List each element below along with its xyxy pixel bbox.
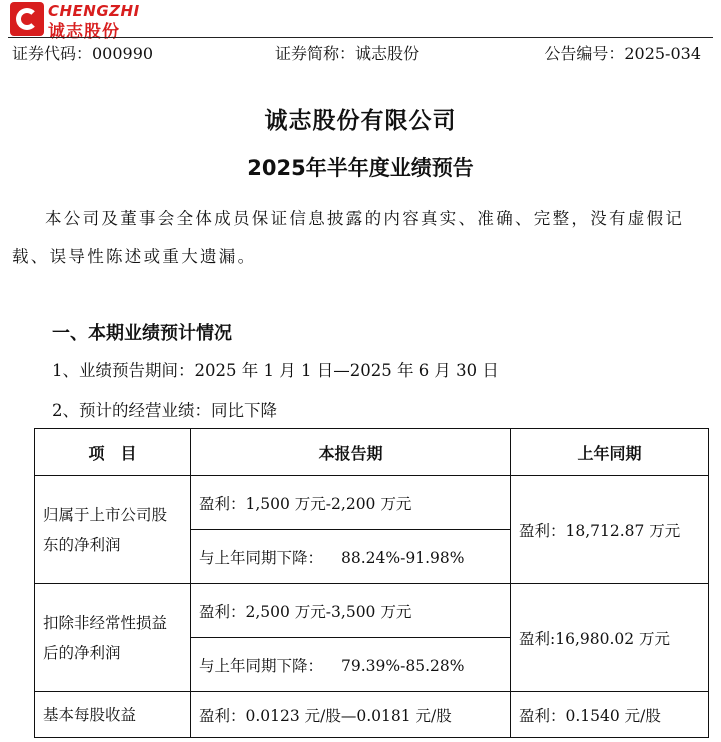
row-current: 盈利：0.0123 元/股—0.0181 元/股: [191, 692, 511, 738]
change-label: 与上年同期下降：: [199, 656, 324, 675]
row-item: 归属于上市公司股东的净利润: [35, 476, 191, 584]
row-current: 盈利：1,500 万元-2,200 万元: [191, 476, 511, 530]
row-item: 扣除非经常性损益后的净利润: [35, 584, 191, 692]
chengzhi-logo-icon: [10, 2, 44, 36]
table-row: [35, 476, 709, 530]
change-value: 88.24%-91.98%: [341, 548, 465, 567]
header-previous: 上年同期: [511, 429, 709, 476]
row-previous: 盈利：18,712.87 万元: [511, 476, 709, 584]
notice-number: 公告编号：2025-034: [544, 44, 701, 63]
row-current: 盈利：2,500 万元-3,500 万元: [191, 584, 511, 638]
performance-table: [34, 428, 709, 738]
header-divider: [8, 37, 713, 38]
table-row: [35, 692, 709, 738]
stock-code: 证券代码：000990: [12, 44, 154, 63]
header-current: 本报告期: [191, 429, 511, 476]
change-value: 79.39%-85.28%: [341, 656, 465, 675]
row-previous: 盈利:16,980.02 万元: [511, 584, 709, 692]
logo-chinese: 诚志股份: [48, 22, 120, 42]
section-heading: 一、本期业绩预计情况: [52, 323, 232, 344]
header-item: 项 目: [35, 429, 191, 476]
logo-english: CHENGZHI: [48, 2, 140, 20]
row-change: [191, 638, 511, 692]
report-title: 2025年半年度业绩预告: [247, 156, 474, 180]
table-row: [35, 584, 709, 638]
board-statement: 本公司及董事会全体成员保证信息披露的内容真实、准确、完整，没有虚假记载、误导性陈述或重大遗漏。: [12, 209, 685, 266]
stock-short-name: 证券简称：诚志股份: [275, 44, 420, 63]
row-change: [191, 530, 511, 584]
row-item: 基本每股收益: [35, 692, 191, 738]
forecast-period: 1、业绩预告期间：2025 年 1 月 1 日—2025 年 6 月 30 日: [52, 361, 499, 380]
company-logo: [10, 2, 140, 42]
row-previous: 盈利：0.1540 元/股: [511, 692, 709, 738]
forecast-direction: 2、预计的经营业绩：同比下降: [52, 401, 277, 420]
change-label: 与上年同期下降：: [199, 548, 324, 567]
company-title: 诚志股份有限公司: [264, 108, 457, 134]
table-header-row: [35, 429, 709, 476]
